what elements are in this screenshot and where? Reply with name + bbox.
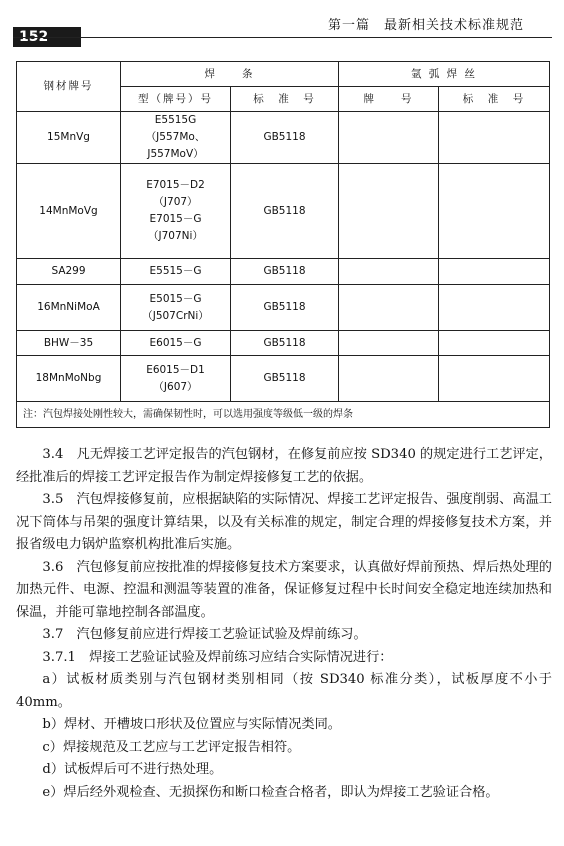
running-title: 第一篇 最新相关技术标准规范 (327, 18, 524, 33)
wire-grade-cell (339, 285, 439, 331)
list-item-b: b）焊材、开槽坡口形状及位置应与实际情况类同。 (42, 717, 341, 732)
steel-cell: 15MnVg (17, 112, 121, 164)
list-item-d: d）试板焊后可不进行热处理。 (42, 762, 223, 777)
wire-grade-cell (339, 331, 439, 356)
steel-cell: BHW－35 (17, 331, 121, 356)
model-cell (121, 285, 231, 331)
wire-standard-cell (439, 285, 550, 331)
model-line: E7015－D2 (146, 179, 205, 191)
sub-standard-no: 标 准 号 (231, 87, 339, 112)
paragraph-3-7-1: 3.7.1 焊接工艺验证试验及焊前练习应结合实际情况进行： (42, 649, 393, 665)
standard-cell: GB5118 (231, 356, 339, 402)
standard-cell: GB5118 (231, 285, 339, 331)
wire-grade-cell (339, 164, 439, 259)
sub-wire-grade: 牌 号 (339, 87, 439, 112)
model-line: E5515－G (149, 265, 202, 277)
steel-cell: SA299 (17, 259, 121, 285)
table-row (17, 285, 550, 331)
table-row (17, 331, 550, 356)
sub-model-grade: 型（牌号）号 (121, 87, 231, 112)
wire-standard-cell (439, 164, 550, 259)
page-header (0, 0, 564, 44)
model-cell (121, 164, 231, 259)
standard-cell: GB5118 (231, 112, 339, 164)
table-row (17, 259, 550, 285)
steel-cell: 14MnMoVg (17, 164, 121, 259)
model-line: （J707Ni） (148, 230, 203, 242)
wire-standard-cell (439, 259, 550, 285)
model-line: E5015－G (149, 292, 202, 305)
wire-standard-cell (439, 112, 550, 164)
steel-cell: 16MnNiMoA (17, 285, 121, 331)
header-rule (13, 37, 552, 38)
table-row (17, 164, 550, 259)
standard-cell: GB5118 (231, 259, 339, 285)
list-item-a: a）试板材质类别与汽包钢材类别相同（按 SD340 标准分类），试板厚度不小于 40mm。 (16, 672, 552, 710)
page-number: 152 (13, 27, 81, 47)
group-argon-wire: 氩 弧 焊 丝 (339, 62, 550, 87)
paragraph-3-7: 3.7 汽包修复前应进行焊接工艺验证试验及焊前练习。 (42, 627, 367, 642)
model-line: （J557Mo、J557MoV） (145, 131, 206, 160)
wire-standard-cell (439, 356, 550, 402)
model-line: （J607） (153, 380, 198, 393)
wire-standard-cell (439, 331, 550, 356)
model-cell (121, 259, 231, 285)
table-row (17, 356, 550, 402)
standard-cell: GB5118 (231, 164, 339, 259)
welding-material-table (16, 61, 550, 428)
table-row (17, 112, 550, 164)
model-line: （J707） (153, 196, 198, 208)
sub-wire-standard: 标 准 号 (439, 87, 550, 112)
model-cell (121, 112, 231, 164)
model-cell (121, 331, 231, 356)
model-cell (121, 356, 231, 402)
col-steel-grade: 钢材牌号 (17, 62, 121, 112)
model-line: E6015－D1 (146, 363, 205, 376)
group-electrode: 焊 条 (121, 62, 339, 87)
wire-grade-cell (339, 112, 439, 164)
body-text (16, 444, 552, 804)
table-note: 注：汽包焊接处刚性较大，需确保韧性时，可以选用强度等级低一级的焊条 (17, 402, 550, 428)
model-line: E5515G (154, 114, 197, 126)
list-item-e: e）焊后经外观检查、无损探伤和断口检查合格者，即认为焊接工艺验证合格。 (42, 784, 499, 800)
model-line: E6015－G (149, 336, 202, 349)
paragraph-3-5: 3.5 汽包焊接修复前，应根据缺陷的实际情况、焊接工艺评定报告、强度削弱、高温工况下筒体与吊架的强度计算结果，以及有关标准的规定，制定合理的焊接修复技术方案，并报省级电力锅炉监察机构批准后实施。 (16, 492, 552, 552)
wire-grade-cell (339, 259, 439, 285)
wire-grade-cell (339, 356, 439, 402)
steel-cell: 18MnMoNbg (17, 356, 121, 402)
model-line: （J507CrNi） (142, 309, 209, 322)
standard-cell: GB5118 (231, 331, 339, 356)
paragraph-3-6: 3.6 汽包修复前应按批准的焊接修复技术方案要求，认真做好焊前预热、焊后热处理的加热元件、电源、控温和测温等装置的准备，保证修复过程中长时间安全稳定地连续加热和保温，并能可靠地控制各部温度。 (16, 559, 552, 620)
paragraph-3-4: 3.4 凡无焊接工艺评定报告的汽包钢材，在修复前应按 SD340 的规定进行工艺评定，经批准后的焊接工艺评定报告作为制定焊接修复工艺的依据。 (16, 447, 552, 485)
list-item-c: c）焊接规范及工艺应与工艺评定报告相符。 (42, 739, 301, 755)
model-line: E7015－G (149, 213, 202, 225)
